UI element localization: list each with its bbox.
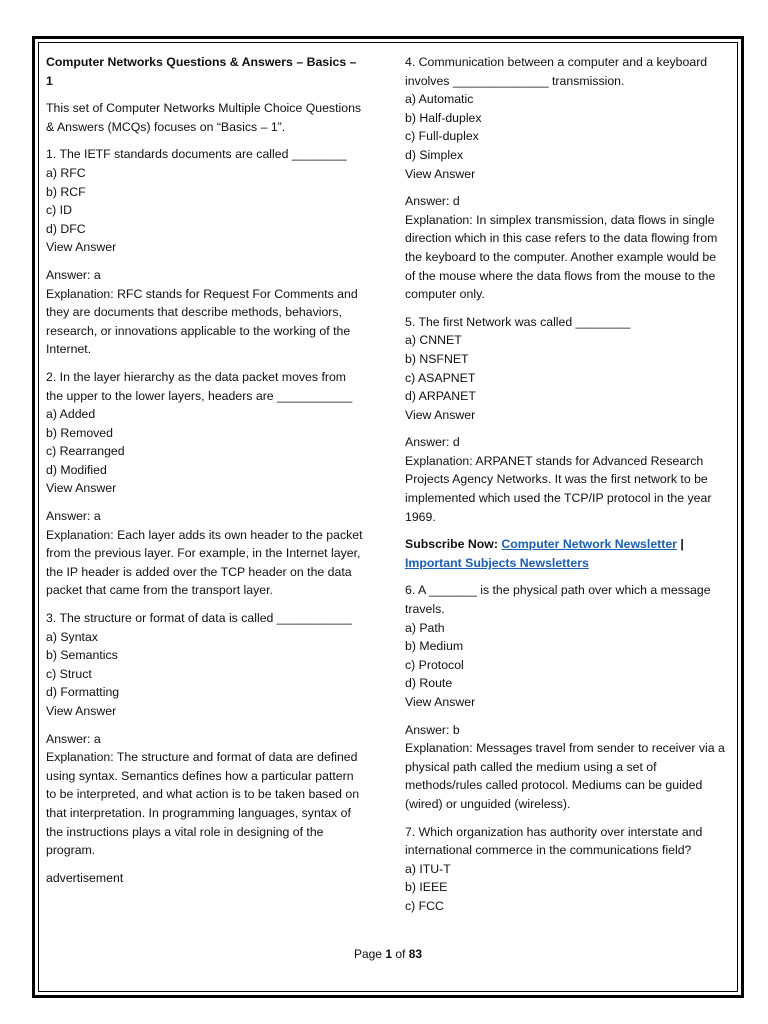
option-c: c) ID: [46, 203, 72, 218]
option-c: c) FCC: [405, 898, 444, 913]
right-column: [405, 53, 727, 925]
option-c: c) Struct: [46, 666, 92, 681]
question-4: [405, 53, 727, 183]
option-d: d) Simplex: [405, 147, 464, 162]
option-d: d) Formatting: [46, 685, 120, 700]
computer-network-newsletter-link[interactable]: Computer Network Newsletter: [501, 537, 677, 552]
question-text: 6. A _______ is the physical path over which a message travels.: [405, 583, 711, 617]
answer-4: [405, 192, 727, 304]
advertisement-label: advertisement: [46, 870, 124, 885]
answer-text: Answer: a: [46, 267, 101, 282]
page-border-inner: [38, 42, 738, 992]
left-column: [46, 53, 364, 896]
option-b: b) Medium: [405, 639, 464, 654]
option-a: a) Automatic: [405, 92, 474, 107]
option-a: a) Path: [405, 620, 445, 635]
view-answer-link[interactable]: View Answer: [405, 695, 476, 709]
option-a: a) Added: [46, 407, 96, 422]
page-word: Page: [353, 947, 382, 961]
question-text: 7. Which organization has authority over interstate and international commerce in the communications field?: [405, 824, 703, 858]
view-answer-link[interactable]: View Answer: [405, 166, 476, 181]
option-c: c) Rearranged: [46, 444, 125, 459]
question-text: 3. The structure or format of data is called ___________: [46, 611, 353, 626]
page-border-outer: [32, 36, 744, 998]
answer-text: Answer: a: [46, 509, 101, 524]
answer-3: [46, 730, 364, 860]
option-d: d) DFC: [46, 221, 86, 236]
option-c: c) ASAPNET: [405, 370, 476, 385]
option-a: a) Syntax: [46, 629, 98, 644]
explanation-text: Explanation: The structure and format of data are defined using syntax. Semantics defines how a particular pattern to be interpreted, and what action is to be taken based on that interpretation. In programming languages, syntax of the instructions plays a vital role in designing of the program.: [46, 750, 360, 858]
view-answer-link[interactable]: View Answer: [405, 407, 476, 422]
important-subjects-newsletters-link[interactable]: Important Subjects Newsletters: [405, 555, 589, 570]
option-d: d) ARPANET: [405, 389, 476, 404]
option-b: b) Half-duplex: [405, 110, 482, 125]
option-d: d) Route: [405, 676, 453, 691]
answer-text: Answer: d: [405, 194, 460, 209]
answer-1: [46, 266, 364, 359]
question-text: 2. In the layer hierarchy as the data packet moves from the upper to the lower layers, headers are ___________: [46, 369, 353, 403]
option-a: a) RFC: [46, 165, 86, 180]
option-a: a) CNNET: [405, 333, 462, 348]
subscribe-line: [405, 535, 727, 572]
view-answer-link[interactable]: View Answer: [46, 704, 117, 718]
question-text: 1. The IETF standards documents are called ________: [46, 147, 347, 162]
question-6: [405, 581, 727, 711]
view-answer-link[interactable]: View Answer: [46, 481, 117, 496]
option-b: b) Removed: [46, 425, 113, 440]
explanation-text: Explanation: Messages travel from sender to receiver via a physical path called the medium using a set of methods/rules called protocol. Mediums can be guided (wired) or unguided (wireless).: [405, 741, 725, 811]
option-c: c) Full-duplex: [405, 129, 479, 144]
of-word: of: [395, 947, 406, 961]
intro-text: This set of Computer Networks Multiple Choice Questions & Answers (MCQs) focuses on “Basics – 1”.: [46, 101, 362, 134]
option-b: b) NSFNET: [405, 351, 469, 366]
question-2: [46, 368, 364, 498]
question-3: [46, 609, 364, 721]
option-b: b) Semantics: [46, 648, 118, 663]
option-d: d) Modified: [46, 462, 107, 477]
explanation-text: Explanation: In simplex transmission, data flows in single direction which in this case refers to the data flowing from the keyboard to the computer. Another example would be of the mouse where the data flows from the mouse to the computer only.: [405, 212, 718, 302]
link-separator: |: [680, 537, 684, 552]
explanation-text: Explanation: ARPANET stands for Advanced Research Projects Agency Networks. It was the first network to be implemented which used the TCP/IP protocol in the year 1969.: [405, 453, 712, 524]
explanation-text: Explanation: RFC stands for Request For Comments and they are documents that describe methods, behaviors, research, or innovations applicable to the working of the Internet.: [46, 286, 358, 357]
answer-text: Answer: b: [405, 722, 460, 737]
question-1: [46, 145, 364, 257]
answer-6: [405, 721, 727, 814]
option-c: c) Protocol: [405, 657, 464, 672]
view-answer-link[interactable]: View Answer: [46, 240, 117, 255]
question-7: [405, 823, 727, 916]
question-text: 5. The first Network was called ________: [405, 314, 631, 329]
explanation-text: Explanation: Each layer adds its own header to the packet from the previous layer. For example, in the Internet layer, the IP header is added over the TCP header on the data packet that came from the transport layer.: [46, 527, 363, 598]
option-b: b) IEEE: [405, 880, 448, 895]
option-a: a) ITU-T: [405, 861, 451, 876]
answer-text: Answer: d: [405, 435, 460, 450]
page-total: 83: [408, 947, 423, 961]
page-footer: [39, 947, 737, 961]
answer-text: Answer: a: [46, 731, 101, 746]
question-text: 4. Communication between a computer and a keyboard involves ______________ transmission.: [405, 55, 708, 88]
answer-5: [405, 433, 727, 526]
question-5: [405, 313, 727, 425]
subscribe-label: Subscribe Now:: [405, 537, 498, 552]
option-b: b) RCF: [46, 184, 86, 199]
page-number: 1: [385, 947, 392, 961]
answer-2: [46, 507, 364, 600]
page-title: Computer Networks Questions & Answers – Basics – 1: [46, 55, 357, 88]
